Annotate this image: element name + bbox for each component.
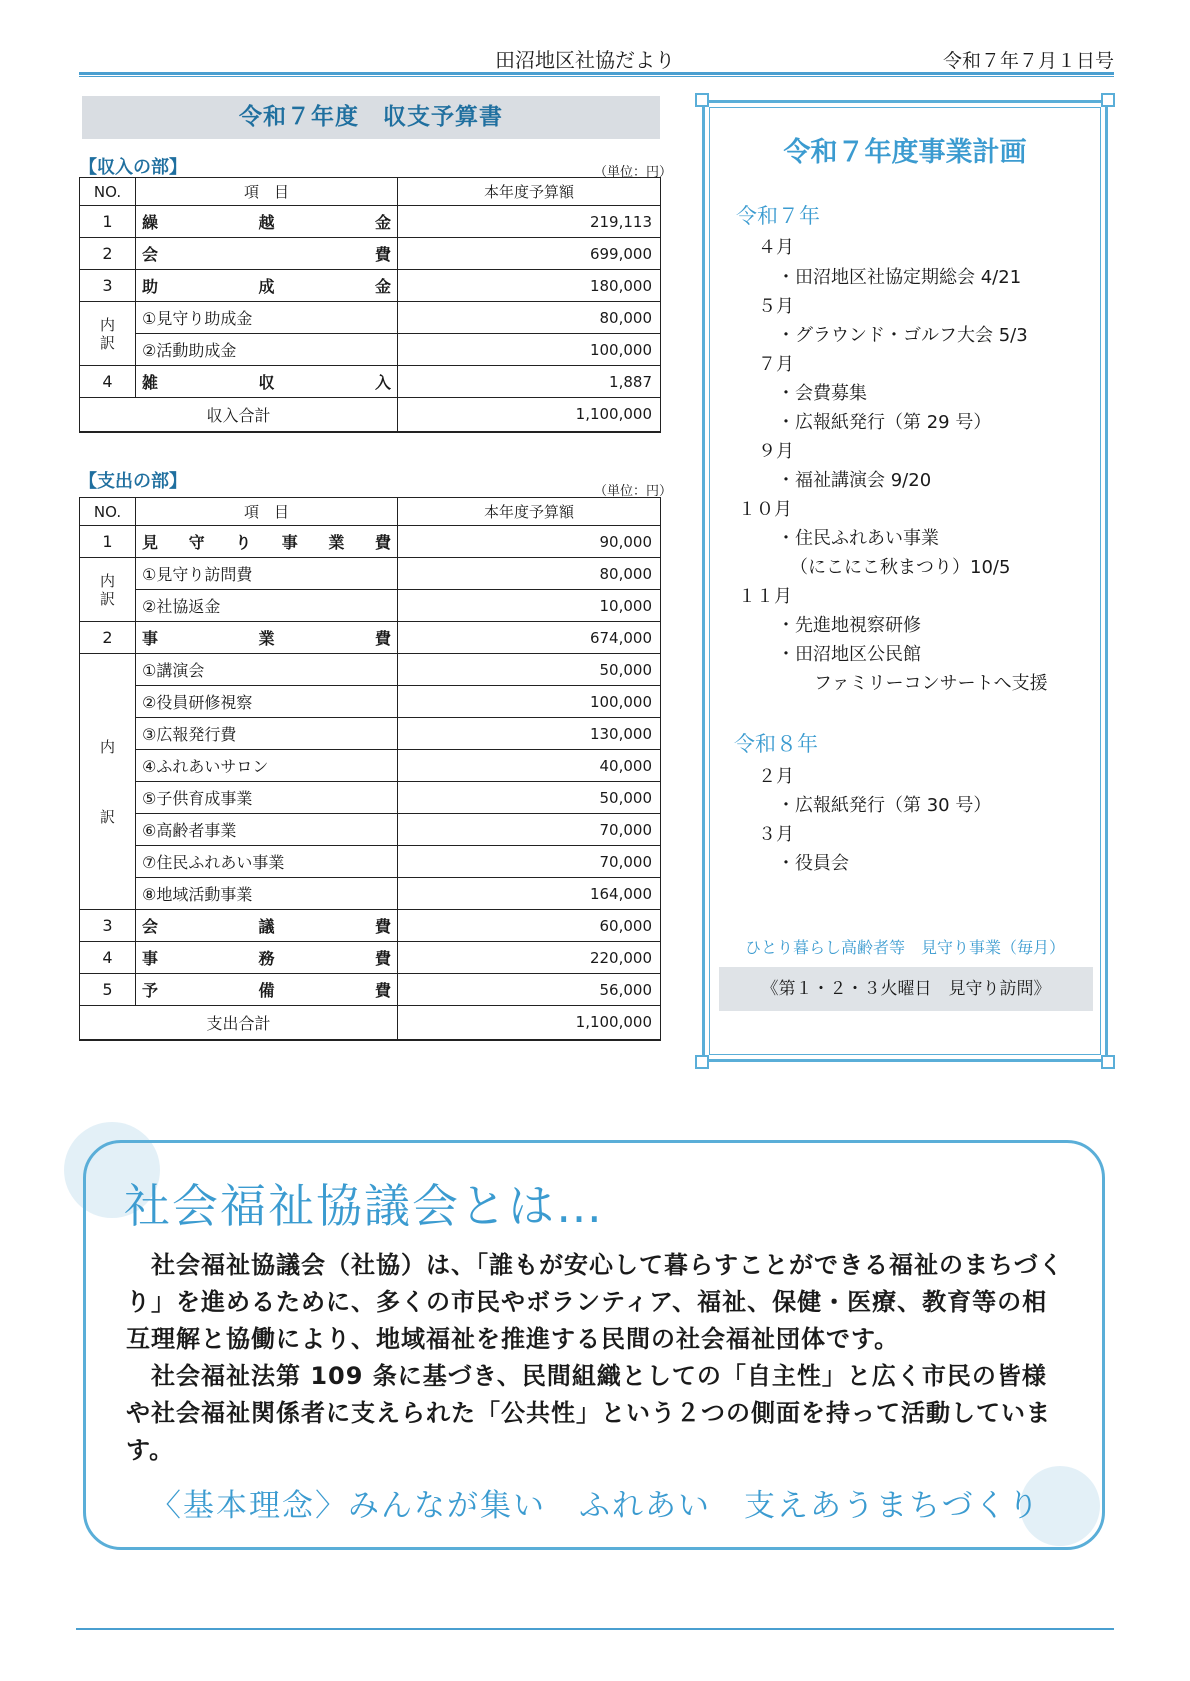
plan-item: ・福祉講演会 9/20 — [777, 470, 932, 491]
total-row — [80, 1006, 661, 1040]
table-header-row — [80, 498, 661, 526]
table-row — [80, 878, 661, 910]
table-row — [80, 782, 661, 814]
plan-item: ・住民ふれあい事業 — [777, 528, 939, 549]
label-char: 費 — [374, 917, 391, 936]
label-char: 守 — [188, 533, 205, 552]
plan-item: ・田沼地区公民館 — [777, 644, 921, 665]
table-row — [80, 622, 661, 654]
label-char: 費 — [374, 533, 391, 552]
row-item — [136, 910, 398, 942]
row-amount: 130,000 — [398, 718, 661, 750]
table-row — [80, 750, 661, 782]
table-row — [80, 846, 661, 878]
label-char: 備 — [258, 981, 275, 1000]
row-no: 4 — [80, 942, 136, 974]
table-row — [80, 206, 661, 238]
expense-unit: （単位：円） — [594, 484, 673, 499]
header-item: 項 目 — [136, 178, 398, 206]
plan-month: １０月 — [738, 499, 792, 520]
plan-month: ３月 — [758, 824, 794, 845]
label-char: 議 — [258, 917, 275, 936]
label-char: 会 — [142, 917, 159, 936]
about-paragraph-2 — [126, 1358, 1066, 1469]
breakdown-top: 内 — [99, 737, 115, 756]
plan-item: ・役員会 — [777, 853, 849, 874]
row-item: ⑤子供育成事業 — [136, 782, 398, 814]
row-item: ②社協返金 — [136, 590, 398, 622]
expense-table — [79, 497, 661, 1041]
plan-item: ・先進地視察研修 — [777, 615, 921, 636]
header-rule-thin — [79, 76, 1114, 77]
about-paragraph-1 — [126, 1247, 1066, 1358]
plan-title: 令和７年度事業計画 — [783, 137, 1027, 168]
row-item — [136, 974, 398, 1006]
table-row — [80, 942, 661, 974]
spread-label — [142, 274, 391, 297]
label-char: 費 — [374, 981, 391, 1000]
label-char: 事 — [142, 629, 159, 648]
mimamori-note: ひとり暮らし高齢者等 見守り事業（毎月） — [744, 938, 1065, 957]
label-char: り — [235, 533, 252, 552]
footer-rule — [76, 1628, 1114, 1630]
spread-label — [142, 210, 391, 233]
row-amount: 10,000 — [398, 590, 661, 622]
row-amount: 80,000 — [398, 302, 661, 334]
label-char: 費 — [374, 245, 391, 264]
income-total-label: 収入合計 — [80, 398, 398, 432]
row-no: 2 — [80, 238, 136, 270]
expense-total: 1,100,000 — [398, 1006, 661, 1040]
plan-month: ２月 — [758, 766, 794, 787]
row-no: 1 — [80, 206, 136, 238]
row-amount: 220,000 — [398, 942, 661, 974]
row-amount: 219,113 — [398, 206, 661, 238]
row-no: 2 — [80, 622, 136, 654]
spread-label — [142, 914, 391, 937]
label-char: 見 — [142, 533, 159, 552]
spread-label — [142, 978, 391, 1001]
label-char: 費 — [374, 629, 391, 648]
breakdown-bottom: 訳 — [99, 807, 115, 826]
label-char: 費 — [374, 949, 391, 968]
row-item: ⑥高齢者事業 — [136, 814, 398, 846]
label-char: 入 — [374, 373, 391, 392]
row-no: 1 — [80, 526, 136, 558]
row-amount: 50,000 — [398, 654, 661, 686]
row-item: ⑦住民ふれあい事業 — [136, 846, 398, 878]
row-amount: 90,000 — [398, 526, 661, 558]
label-char: 成 — [258, 277, 275, 296]
total-row — [80, 398, 661, 432]
label-char: 事 — [281, 533, 298, 552]
about-text-2: 社会福祉法第 109 条に基づき、民間組織としての「自主性」と広く市民の皆様や社会福祉関係者に支えられた「公共性」という２つの側面を持って活動しています。 — [126, 1362, 1051, 1464]
label-char: 務 — [258, 949, 275, 968]
breakdown-text: 内訳 — [99, 315, 115, 352]
label-char: 収 — [258, 373, 275, 392]
income-section-label: 【収入の部】 — [79, 157, 187, 178]
table-row — [80, 590, 661, 622]
row-amount: 40,000 — [398, 750, 661, 782]
row-amount: 60,000 — [398, 910, 661, 942]
row-amount: 699,000 — [398, 238, 661, 270]
breakdown-label — [80, 302, 136, 366]
row-amount: 70,000 — [398, 846, 661, 878]
row-item — [136, 270, 398, 302]
plan-month: １１月 — [738, 586, 792, 607]
row-amount: 180,000 — [398, 270, 661, 302]
plan-year-r8: 令和８年 — [734, 732, 818, 756]
header-no: NO. — [80, 498, 136, 526]
newsletter-title: 田沼地区社協だより — [495, 48, 675, 72]
income-unit: （単位：円） — [594, 165, 673, 180]
plan-month: ４月 — [758, 237, 794, 258]
table-row — [80, 654, 661, 686]
expense-section-label: 【支出の部】 — [79, 471, 187, 492]
table-row — [80, 686, 661, 718]
row-item: ①講演会 — [136, 654, 398, 686]
basic-philosophy: 〈基本理念〉みんなが集い ふれあい 支えあうまちづくり — [150, 1488, 1041, 1524]
plan-month: ９月 — [758, 441, 794, 462]
spread-label — [142, 946, 391, 969]
about-text-1: 社会福祉協議会（社協）は、「誰もが安心して暮らすことができる福祉のまちづくり」を進めるために、多くの市民やボランティア、福祉、保健・医療、教育等の相互理解と協働により、地域福祉を推進する民間の社会福祉団体です。 — [126, 1251, 1064, 1353]
row-no: 4 — [80, 366, 136, 398]
table-row — [80, 366, 661, 398]
header-amount: 本年度予算額 — [398, 178, 661, 206]
header-no: NO. — [80, 178, 136, 206]
frame-corner-ornament — [695, 1055, 709, 1069]
frame-corner-ornament — [1101, 1055, 1115, 1069]
plan-item: ・会費募集 — [777, 383, 867, 404]
plan-item: ・田沼地区社協定期総会 4/21 — [777, 267, 1022, 288]
table-row — [80, 718, 661, 750]
row-no: 5 — [80, 974, 136, 1006]
row-item — [136, 622, 398, 654]
breakdown-label — [80, 654, 136, 910]
label-char: 助 — [142, 277, 159, 296]
label-char: 事 — [142, 949, 159, 968]
label-char: 雑 — [142, 373, 159, 392]
label-char: 予 — [142, 981, 159, 1000]
row-amount: 56,000 — [398, 974, 661, 1006]
row-item: ①見守り訪問費 — [136, 558, 398, 590]
row-item: ②役員研修視察 — [136, 686, 398, 718]
spread-label — [142, 242, 391, 265]
header-item: 項 目 — [136, 498, 398, 526]
label-char: 越 — [258, 213, 275, 232]
plan-item: （にこにこ秋まつり）10/5 — [790, 557, 1011, 578]
table-row — [80, 526, 661, 558]
label-char: 会 — [142, 245, 159, 264]
table-header-row — [80, 178, 661, 206]
row-no: 3 — [80, 270, 136, 302]
income-total: 1,100,000 — [398, 398, 661, 432]
row-no: 3 — [80, 910, 136, 942]
spread-label — [142, 626, 391, 649]
table-row — [80, 974, 661, 1006]
row-amount: 100,000 — [398, 334, 661, 366]
row-amount: 1,887 — [398, 366, 661, 398]
budget-title: 令和７年度 収支予算書 — [82, 96, 660, 139]
label-char: 繰 — [142, 213, 159, 232]
row-item — [136, 942, 398, 974]
header-rule — [79, 72, 1114, 75]
plan-month: ５月 — [758, 296, 794, 317]
about-title: 社会福祉協議会とは… — [124, 1179, 604, 1233]
row-item — [136, 206, 398, 238]
label-char: 業 — [328, 533, 345, 552]
label-char: 金 — [374, 277, 391, 296]
header-amount: 本年度予算額 — [398, 498, 661, 526]
row-item: ③広報発行費 — [136, 718, 398, 750]
row-item: ⑧地域活動事業 — [136, 878, 398, 910]
row-item — [136, 238, 398, 270]
label-char: 金 — [374, 213, 391, 232]
table-row — [80, 558, 661, 590]
table-row — [80, 302, 661, 334]
row-item — [136, 526, 398, 558]
plan-item: ファミリーコンサートへ支援 — [814, 673, 1048, 694]
table-row — [80, 238, 661, 270]
row-item: ④ふれあいサロン — [136, 750, 398, 782]
row-amount: 164,000 — [398, 878, 661, 910]
row-amount: 70,000 — [398, 814, 661, 846]
row-amount: 50,000 — [398, 782, 661, 814]
visit-schedule: 《第１・２・３火曜日 見守り訪問》 — [719, 967, 1093, 1011]
issue-date: 令和７年７月１日号 — [942, 50, 1114, 72]
plan-month: ７月 — [758, 354, 794, 375]
table-row — [80, 814, 661, 846]
spread-label — [142, 370, 391, 393]
table-row — [80, 334, 661, 366]
row-amount: 80,000 — [398, 558, 661, 590]
label-char: 業 — [258, 629, 275, 648]
plan-year-r7: 令和７年 — [736, 204, 820, 228]
row-item: ②活動助成金 — [136, 334, 398, 366]
breakdown-text: 内訳 — [99, 571, 115, 608]
frame-corner-ornament — [695, 93, 709, 107]
frame-corner-ornament — [1101, 93, 1115, 107]
table-row — [80, 270, 661, 302]
row-item: ①見守り助成金 — [136, 302, 398, 334]
expense-total-label: 支出合計 — [80, 1006, 398, 1040]
breakdown-label — [80, 558, 136, 622]
plan-item: ・広報紙発行（第 30 号） — [777, 795, 992, 816]
plan-item: ・広報紙発行（第 29 号） — [777, 412, 992, 433]
row-amount: 674,000 — [398, 622, 661, 654]
spread-label — [142, 530, 391, 553]
row-item — [136, 366, 398, 398]
row-amount: 100,000 — [398, 686, 661, 718]
plan-item: ・グラウンド・ゴルフ大会 5/3 — [777, 325, 1028, 346]
table-row — [80, 910, 661, 942]
income-table — [79, 177, 661, 433]
